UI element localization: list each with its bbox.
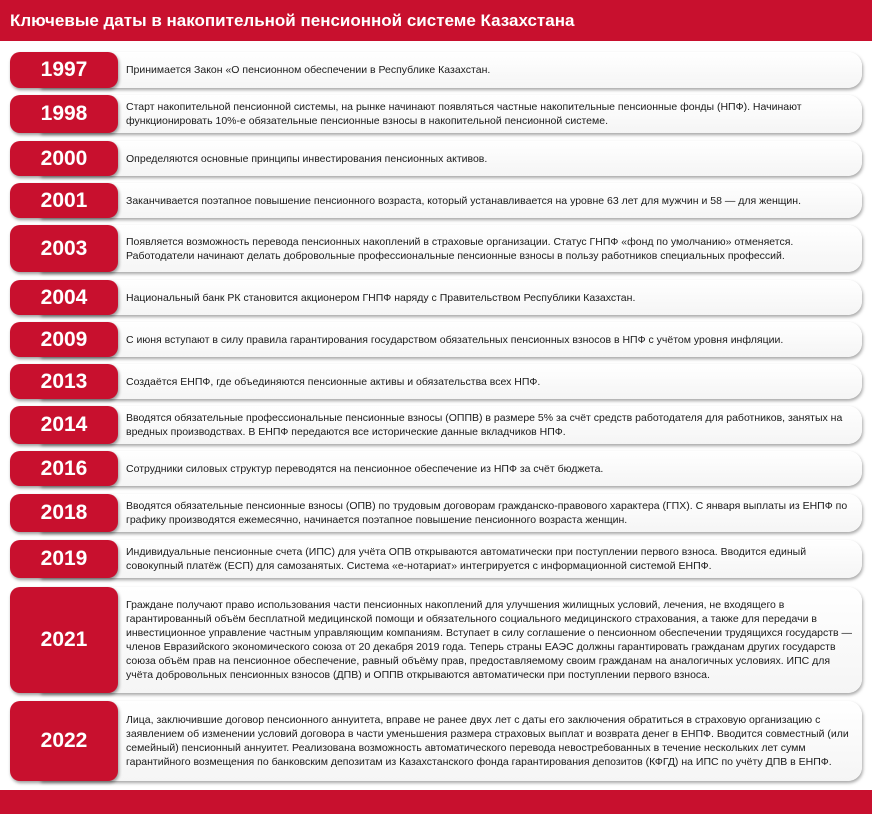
- event-description: Вводятся обязательные пенсионные взносы (ОПВ) по трудовым договорам гражданско-правового характера (ГПХ). С января выплаты из ЕНПФ по графику производятся ежемесячно, начинается поэтапное повышение пенсионного возраста женщин.: [40, 494, 862, 532]
- year-badge: 2004: [10, 280, 118, 315]
- timeline-row-2009: [0, 322, 872, 357]
- event-description: Заканчивается поэтапное повышение пенсионного возраста, который устанавливается на уровне 63 лет для мужчин и 58 — для женщин.: [40, 183, 862, 218]
- timeline-row-2022: [0, 701, 872, 781]
- timeline-row-2014: [0, 406, 872, 444]
- event-description: Создаётся ЕНПФ, где объединяются пенсионные активы и обязательства всех НПФ.: [40, 364, 862, 399]
- timeline-row-2018: [0, 494, 872, 532]
- page-title: Ключевые даты в накопительной пенсионной системе Казахстана: [0, 0, 872, 41]
- event-description: Граждане получают право использования части пенсионных накоплений для улучшения жилищных условий, лечения, не входящего в гарантированный объём бесплатной медицинской помощи и обязательного социального медицинского страхования, а также для передачи в инвестиционное управление частным управляющим компаниям. Вступает в силу соглашение о пенсионном обеспечении трудящихся государств — членов Евразийского экономического союза от 20 декабря 2019 года. Теперь страны ЕАЭС должны гарантировать гражданам других государств союза объём прав на пенсионное обеспечение, равный объёму прав, предоставляемому своим гражданам на аналогичных условиях. ИПС для учёта добровольных пенсионных взносов (ДПВ) и ОППВ открываются автоматически при поступлении первого взноса.: [40, 587, 862, 693]
- event-description: Сотрудники силовых структур переводятся на пенсионное обеспечение из НПФ за счёт бюджета.: [40, 451, 862, 486]
- year-badge: 2016: [10, 451, 118, 486]
- year-badge: 2014: [10, 406, 118, 444]
- timeline-row-2021: [0, 587, 872, 693]
- year-badge: 2022: [10, 701, 118, 781]
- event-description: Старт накопительной пенсионной системы, на рынке начинают появляться частные накопительные пенсионные фонды (НПФ). Начинают функционировать 10%-е обязательные пенсионные взносы в накопительной пенсионной системе.: [40, 95, 862, 133]
- year-badge: 2001: [10, 183, 118, 218]
- year-badge: 1998: [10, 95, 118, 133]
- footer-bar: [0, 790, 872, 814]
- year-badge: 2003: [10, 225, 118, 272]
- timeline-row-2003: [0, 225, 872, 272]
- year-badge: 2009: [10, 322, 118, 357]
- event-description: Национальный банк РК становится акционером ГНПФ наряду с Правительством Республики Казахстан.: [40, 280, 862, 315]
- event-description: Появляется возможность перевода пенсионных накоплений в страховые организации. Статус ГНПФ «фонд по умолчанию» отменяется. Работодатели начинают делать добровольные профессиональные пенсионные взносы в пользу работников специальных профессий.: [40, 225, 862, 272]
- year-badge: 2019: [10, 540, 118, 578]
- event-description: Лица, заключившие договор пенсионного аннуитета, вправе не ранее двух лет с даты его заключения обратиться в страховую организацию с заявлением об изменении условий договора в части уменьшения размера страховых выплат и возврата денег в ЕНПФ. Вводится совместный (или семейный) пенсионный аннуитет. Реализована возможность автоматического перевода невостребованных в течение нескольких лет сумм гарантийного возмещения по банковским депозитам из Казахстанского фонда гарантирования депозитов (КФГД) на ИПС по учёту ДПВ в ЕНПФ.: [40, 701, 862, 781]
- year-badge: 2013: [10, 364, 118, 399]
- timeline-row-1997: [0, 52, 872, 88]
- timeline-row-1998: [0, 95, 872, 133]
- year-badge: 2018: [10, 494, 118, 532]
- timeline-row-2013: [0, 364, 872, 399]
- timeline-row-2004: [0, 280, 872, 315]
- year-badge: 1997: [10, 52, 118, 88]
- timeline-row-2016: [0, 451, 872, 486]
- year-badge: 2000: [10, 141, 118, 176]
- event-description: Вводятся обязательные профессиональные пенсионные взносы (ОППВ) в размере 5% за счёт средств работодателя для работников, занятых на вредных производствах. В ЕНПФ передаются все исторические данные вкладчиков НПФ.: [40, 406, 862, 444]
- event-description: С июня вступают в силу правила гарантирования государством обязательных пенсионных взносов в НПФ с учётом уровня инфляции.: [40, 322, 862, 357]
- timeline-row-2000: [0, 141, 872, 176]
- year-badge: 2021: [10, 587, 118, 693]
- timeline-row-2001: [0, 183, 872, 218]
- timeline-row-2019: [0, 540, 872, 578]
- event-description: Принимается Закон «О пенсионном обеспечении в Республике Казахстан.: [40, 52, 862, 88]
- event-description: Определяются основные принципы инвестирования пенсионных активов.: [40, 141, 862, 176]
- event-description: Индивидуальные пенсионные счета (ИПС) для учёта ОПВ открываются автоматически при поступлении первого взноса. Вводится единый совокупный платёж (ЕСП) для самозанятых. Система «е-нотариат» интегрируется с информационной системой ЕНПФ.: [40, 540, 862, 578]
